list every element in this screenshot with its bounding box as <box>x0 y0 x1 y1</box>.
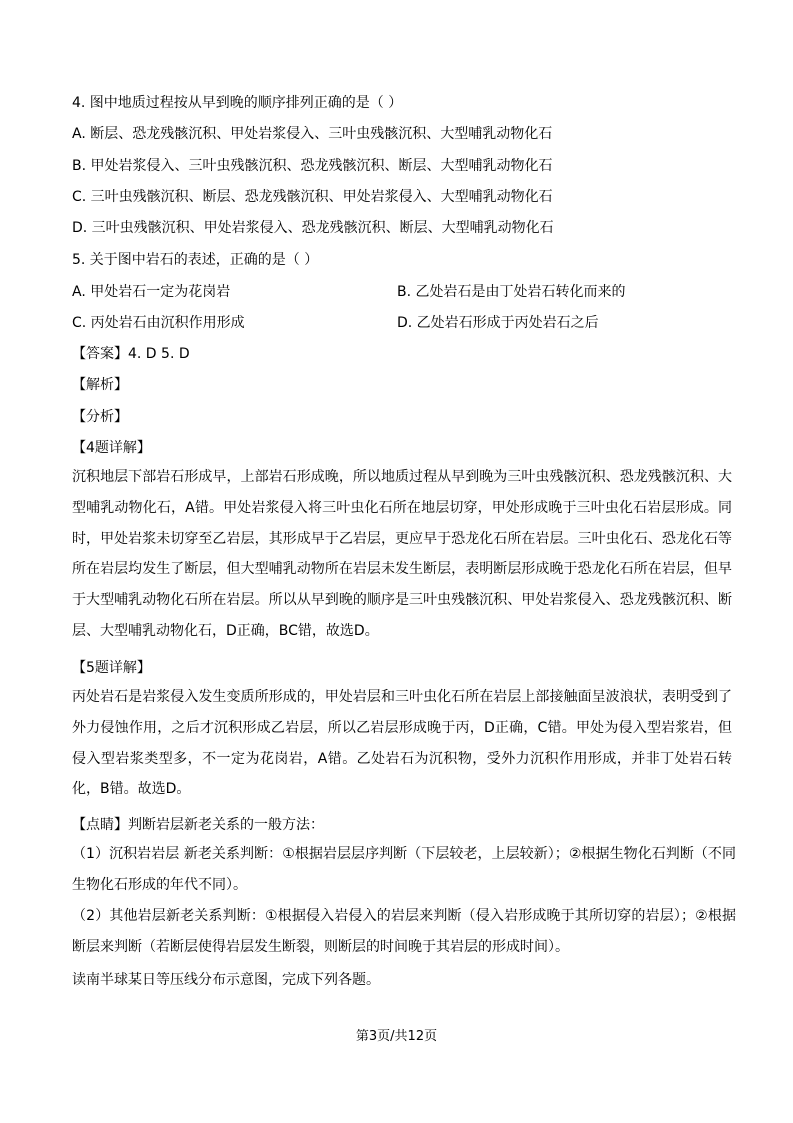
q5-option-d: D. 乙处岩石形成于丙处岩石之后 <box>397 315 599 331</box>
q5-stem: 5. 关于图中岩石的表述，正确的是（ ） <box>72 252 319 268</box>
tips-item-2: （2）其他岩层新老关系判断：①根据侵入岩侵入的岩层来判断（侵入岩形成晚于其所切穿的岩层）；②根据断层来判断（若断层使得岩层发生断裂，则断层的时间晚于其岩层的形成时间）。 <box>72 908 736 955</box>
q4-stem: 4. 图中地质过程按从早到晚的顺序排列正确的是（ ） <box>72 95 403 111</box>
answer-line: 【答案】4. D 5. D <box>72 346 190 362</box>
q4-option-c: C. 三叶虫残骸沉积、断层、恐龙残骸沉积、甲处岩浆侵入、大型哺乳动物化石 <box>72 189 553 205</box>
page-footer: 第3页/共12页 <box>355 1029 438 1044</box>
q4-detail-heading: 【4题详解】 <box>72 440 151 456</box>
tips-heading: 【点睛】判断岩层新老关系的一般方法： <box>72 817 324 833</box>
q5-option-c: C. 丙处岩石由沉积作用形成 <box>72 315 245 331</box>
q4-option-a: A. 断层、恐龙残骸沉积、甲处岩浆侵入、三叶虫残骸沉积、大型哺乳动物化石 <box>72 126 553 142</box>
q4-option-d: D. 三叶虫残骸沉积、甲处岩浆侵入、恐龙残骸沉积、断层、大型哺乳动物化石 <box>72 220 554 236</box>
q4-option-b: B. 甲处岩浆侵入、三叶虫残骸沉积、恐龙残骸沉积、断层、大型哺乳动物化石 <box>72 158 553 174</box>
q5-detail-heading: 【5题详解】 <box>72 660 151 676</box>
q5-detail-paragraph: 丙处岩石是岩浆侵入发生变质所形成的，甲处岩层和三叶虫化石所在岩层上部接触面呈波浪状，表明受到了外力侵蚀作用，之后才沉积形成乙岩层，所以乙岩层形成晚于丙，D正确，C错。甲处为侵入型岩浆岩，但侵入型岩浆类型多，不一定为花岗岩，A错。乙处岩石为沉积物，受外力沉积作用形成，并非丁处岩石转化，B错。故选D。 <box>72 689 732 798</box>
analysis-heading: 【解析】 <box>72 377 128 393</box>
tips-item-1: （1）沉积岩岩层 新老关系判断：①根据岩层层序判断（下层较老，上层较新）；②根据生物化石判断（不同生物化石形成的年代不同）。 <box>72 846 736 893</box>
q5-option-a: A. 甲处岩石一定为花岗岩 <box>72 284 231 300</box>
q5-option-b: B. 乙处岩石是由丁处岩石转化而来的 <box>397 284 626 300</box>
next-section-intro: 读南半球某日等压线分布示意图，完成下列各题。 <box>72 972 380 988</box>
fenxi-heading: 【分析】 <box>72 409 128 425</box>
q4-detail-paragraph: 沉积地层下部岩石形成早，上部岩石形成晚，所以地质过程从早到晚为三叶虫残骸沉积、恐龙残骸沉积、大型哺乳动物化石，A错。甲处岩浆侵入将三叶虫化石所在地层切穿，甲处形成晚于三叶虫化石岩层形成。同时，甲处岩浆未切穿至乙岩层，其形成早于乙岩层，更应早于恐龙化石所在岩层。三叶虫化石、恐龙化石等所在岩层均发生了断层，但大型哺乳动物所在岩层未发生断层，表明断层形成晚于恐龙化石所在岩层，但早于大型哺乳动物化石所在岩层。所以从早到晚的顺序是三叶虫残骸沉积、甲处岩浆侵入、恐龙残骸沉积、断层、大型哺乳动物化石，D正确，BC错，故选D。 <box>72 469 732 639</box>
